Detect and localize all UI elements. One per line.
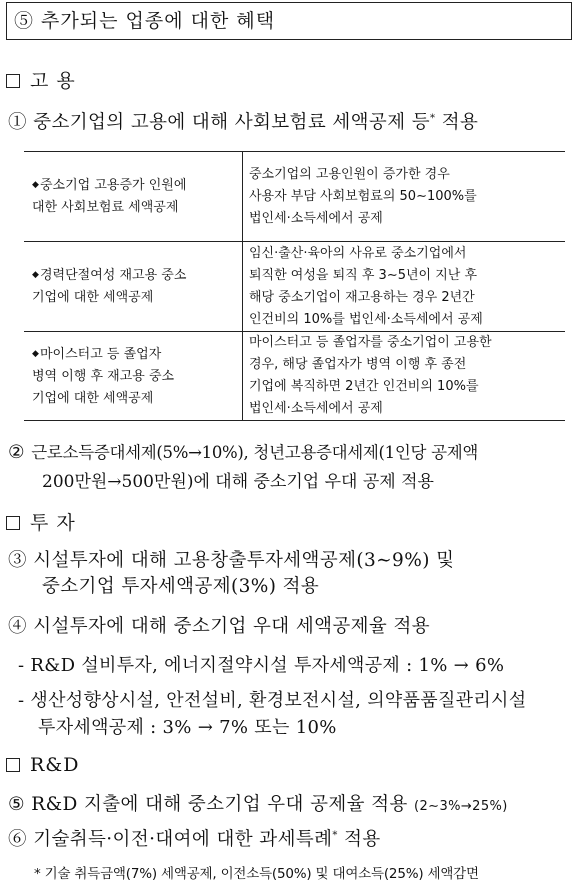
sub-item-facilities: - 생산성향상시설, 안전설비, 환경보전시설, 의약품품질관리시설 bbox=[18, 690, 527, 711]
item-number: ⑤ bbox=[8, 794, 25, 815]
item-text: 기술취득·이전·대여에 대한 과세특례 bbox=[33, 829, 333, 850]
item-number: ③ bbox=[8, 550, 27, 571]
table-cell-label bbox=[24, 152, 243, 242]
cell-line: 경력단절여성 재고용 중소 bbox=[40, 268, 187, 283]
cell-line: 법인세·소득세에서 공제 bbox=[249, 210, 383, 226]
item-4 bbox=[8, 612, 430, 638]
item-text: R&D 지출에 대해 중소기업 우대 공제율 적용 bbox=[31, 794, 408, 815]
sub-item-facilities-line2: 투자세액공제 : 3% → 7% 또는 10% bbox=[38, 717, 337, 738]
table-cell-label bbox=[24, 332, 243, 421]
cell-line: 대한 사회보험료 세액공제 bbox=[32, 200, 179, 215]
square-bullet-icon bbox=[6, 74, 20, 88]
bullet-icon: ◆ bbox=[32, 270, 39, 280]
sub-item-rnd-equipment: - R&D 설비투자, 에너지절약시설 투자세액공제 : 1% → 6% bbox=[18, 655, 505, 676]
square-bullet-icon bbox=[6, 758, 20, 772]
table-cell-desc bbox=[243, 242, 566, 332]
item-suffix: 적용 bbox=[337, 829, 381, 850]
footnote: * 기술 취득금액(7%) 세액공제, 이전소득(50%) 및 대여소득(25%) 세액감면 bbox=[34, 866, 479, 882]
item-3 bbox=[8, 546, 454, 572]
item-number: ② bbox=[8, 442, 25, 463]
section-header-investment bbox=[6, 508, 76, 535]
item-suffix: 적용 bbox=[435, 112, 479, 133]
cell-line: 퇴직한 여성을 퇴직 후 3∼5년이 지난 후 bbox=[249, 267, 478, 283]
item-2-line2: 200만원→500만원)에 대해 중소기업 우대 공제 적용 bbox=[42, 472, 434, 492]
table-row bbox=[24, 152, 565, 242]
cell-line: 마이스터고 등 졸업자를 중소기업이 고용한 bbox=[249, 335, 492, 350]
cell-line: 중소기업 고용증가 인원에 bbox=[40, 178, 187, 193]
footnote-mark: * bbox=[430, 112, 436, 124]
section-header-employment bbox=[6, 66, 76, 93]
item-number: ⑥ bbox=[8, 829, 27, 850]
bullet-icon: ◆ bbox=[32, 180, 39, 190]
section-label: R&D bbox=[30, 754, 80, 776]
benefit-table bbox=[24, 151, 565, 421]
item-note: (2∼3%→25%) bbox=[414, 799, 508, 814]
cell-line: 해당 중소기업이 재고용하는 경우 2년간 bbox=[249, 289, 475, 305]
cell-line: 경우, 해당 졸업자가 병역 이행 후 종전 bbox=[249, 357, 467, 372]
item-text-line1: 시설투자에 대해 고용창출투자세액공제(3∼9%) 및 bbox=[33, 550, 455, 571]
item-text: 중소기업의 고용에 대해 사회보험료 세액공제 등 bbox=[33, 112, 431, 133]
item-text-line1: 근로소득증대세제(5%→10%), 청년고용증대세제(1인당 공제액 bbox=[31, 443, 479, 462]
cell-line: 임신·출산·육아의 사유로 중소기업에서 bbox=[249, 245, 467, 261]
cell-line: 인건비의 10%를 법인세·소득세에서 공제 bbox=[249, 311, 483, 327]
section-label: 고 용 bbox=[30, 70, 76, 92]
cell-line: 기업에 대한 세액공제 bbox=[32, 290, 154, 305]
cell-line: 사용자 부담 사회보험료의 50∼100%를 bbox=[249, 188, 477, 204]
cell-line: 중소기업의 고용인원이 증가한 경우 bbox=[249, 166, 450, 182]
item-text: 시설투자에 대해 중소기업 우대 세액공제율 적용 bbox=[33, 616, 431, 637]
cell-line: 법인세·소득세에서 공제 bbox=[249, 401, 383, 416]
table-row bbox=[24, 242, 565, 332]
item-1 bbox=[8, 108, 478, 134]
item-3-line2: 중소기업 투자세액공제(3%) 적용 bbox=[42, 576, 320, 597]
cell-line: 기업에 복직하면 2년간 인건비의 10%를 bbox=[249, 379, 479, 394]
item-2 bbox=[8, 439, 478, 463]
footnote-mark: * bbox=[332, 829, 338, 841]
table-cell-desc bbox=[243, 152, 566, 242]
item-number: ① bbox=[8, 112, 27, 133]
item-6 bbox=[8, 825, 381, 851]
table-cell-desc bbox=[243, 332, 566, 421]
cell-line: 마이스터고 등 졸업자 bbox=[40, 346, 162, 362]
section-header-rnd bbox=[6, 754, 79, 776]
table-row bbox=[24, 332, 565, 421]
item-5 bbox=[8, 790, 508, 816]
bullet-icon: ◆ bbox=[32, 348, 39, 359]
square-bullet-icon bbox=[6, 516, 20, 530]
item-number: ④ bbox=[8, 616, 27, 637]
table-cell-label bbox=[24, 242, 243, 332]
section-label: 투 자 bbox=[30, 512, 76, 534]
page-title: ⑤ 추가되는 업종에 대한 혜택 bbox=[14, 10, 276, 32]
cell-line: 병역 이행 후 재고용 중소 bbox=[32, 368, 175, 384]
cell-line: 기업에 대한 세액공제 bbox=[32, 390, 154, 406]
